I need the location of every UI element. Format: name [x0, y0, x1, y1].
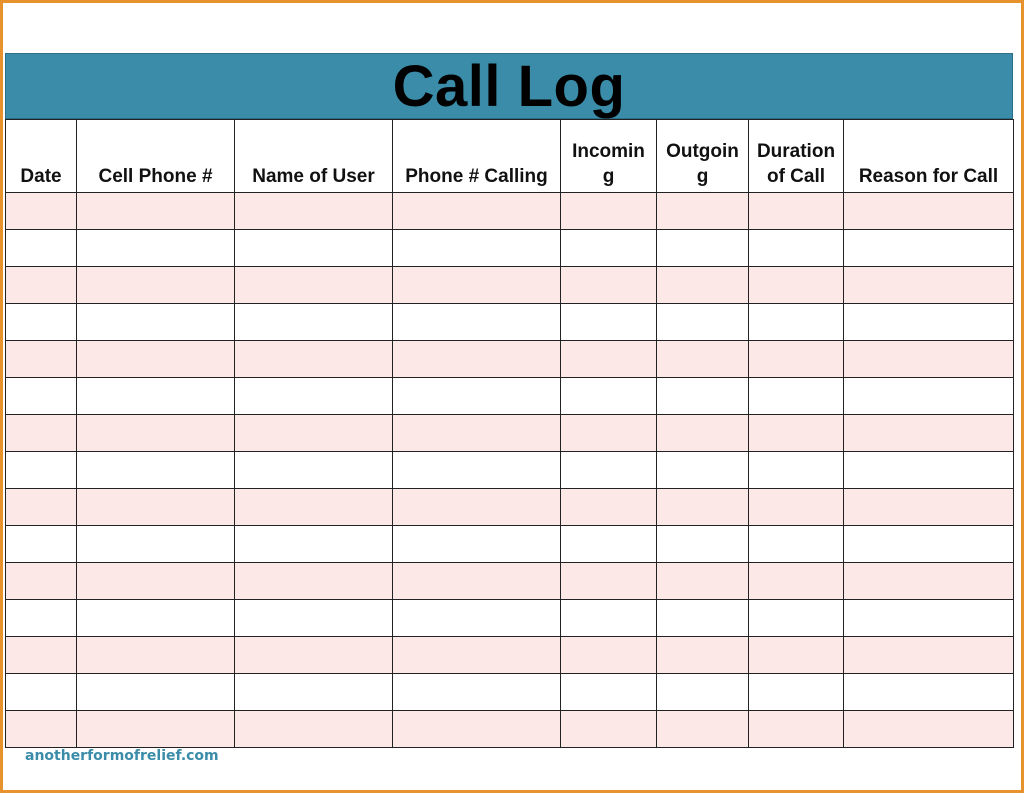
- table-cell[interactable]: [561, 526, 657, 563]
- table-cell[interactable]: [657, 489, 749, 526]
- table-row: [6, 600, 1014, 637]
- table-row: [6, 415, 1014, 452]
- table-cell[interactable]: [77, 193, 235, 230]
- table-cell[interactable]: [6, 415, 77, 452]
- table-cell[interactable]: [657, 637, 749, 674]
- table-cell[interactable]: [561, 600, 657, 637]
- table-cell[interactable]: [657, 526, 749, 563]
- table-cell[interactable]: [749, 563, 844, 600]
- table-cell[interactable]: [657, 600, 749, 637]
- table-row: [6, 304, 1014, 341]
- table-cell[interactable]: [844, 711, 1014, 748]
- column-header-reason: Reason for Call: [844, 120, 1014, 193]
- table-cell[interactable]: [393, 415, 561, 452]
- table-cell[interactable]: [844, 563, 1014, 600]
- table-cell[interactable]: [235, 526, 393, 563]
- table-cell[interactable]: [561, 378, 657, 415]
- table-cell[interactable]: [235, 452, 393, 489]
- table-row: [6, 267, 1014, 304]
- table-row: [6, 526, 1014, 563]
- table-cell[interactable]: [393, 341, 561, 378]
- table-cell[interactable]: [393, 267, 561, 304]
- table-cell[interactable]: [561, 230, 657, 267]
- table-cell[interactable]: [844, 600, 1014, 637]
- table-cell[interactable]: [393, 637, 561, 674]
- table-cell[interactable]: [393, 452, 561, 489]
- table-cell[interactable]: [561, 674, 657, 711]
- table-cell[interactable]: [235, 489, 393, 526]
- table-cell[interactable]: [235, 267, 393, 304]
- table-cell[interactable]: [6, 489, 77, 526]
- table-cell[interactable]: [561, 193, 657, 230]
- table-cell[interactable]: [6, 526, 77, 563]
- table-row: [6, 341, 1014, 378]
- table-cell[interactable]: [749, 600, 844, 637]
- table-cell[interactable]: [657, 674, 749, 711]
- table-cell[interactable]: [77, 600, 235, 637]
- table-cell[interactable]: [844, 230, 1014, 267]
- table-cell[interactable]: [6, 637, 77, 674]
- table-cell[interactable]: [749, 230, 844, 267]
- table-cell[interactable]: [844, 341, 1014, 378]
- table-cell[interactable]: [657, 452, 749, 489]
- column-header-date: Date: [6, 120, 77, 193]
- table-cell[interactable]: [77, 489, 235, 526]
- table-cell[interactable]: [6, 193, 77, 230]
- table-cell[interactable]: [844, 304, 1014, 341]
- table-cell[interactable]: [844, 452, 1014, 489]
- table-cell[interactable]: [6, 378, 77, 415]
- table-cell[interactable]: [561, 637, 657, 674]
- table-cell[interactable]: [844, 415, 1014, 452]
- table-cell[interactable]: [561, 415, 657, 452]
- table-cell[interactable]: [77, 563, 235, 600]
- table-cell[interactable]: [6, 563, 77, 600]
- call-log-table: [5, 119, 1014, 748]
- table-cell[interactable]: [393, 563, 561, 600]
- table-cell[interactable]: [6, 341, 77, 378]
- table-row: [6, 193, 1014, 230]
- table-cell[interactable]: [77, 230, 235, 267]
- column-header-phone-calling: Phone # Calling: [393, 120, 561, 193]
- table-cell[interactable]: [235, 563, 393, 600]
- table-cell[interactable]: [749, 674, 844, 711]
- table-cell[interactable]: [393, 230, 561, 267]
- table-cell[interactable]: [749, 378, 844, 415]
- table-cell[interactable]: [235, 304, 393, 341]
- table-cell[interactable]: [749, 193, 844, 230]
- table-cell[interactable]: [657, 267, 749, 304]
- table-cell[interactable]: [77, 637, 235, 674]
- column-header-outgoing: Outgoin g: [657, 120, 749, 193]
- table-cell[interactable]: [77, 341, 235, 378]
- table-cell[interactable]: [6, 304, 77, 341]
- table-cell[interactable]: [6, 267, 77, 304]
- table-cell[interactable]: [749, 341, 844, 378]
- table-row: [6, 674, 1014, 711]
- column-header-incoming: Incomin g: [561, 120, 657, 193]
- column-header-duration: Duration of Call: [749, 120, 844, 193]
- table-cell[interactable]: [393, 600, 561, 637]
- table-cell[interactable]: [561, 304, 657, 341]
- table-row: [6, 711, 1014, 748]
- table-cell[interactable]: [749, 415, 844, 452]
- table-cell[interactable]: [657, 563, 749, 600]
- table-cell[interactable]: [561, 711, 657, 748]
- table-cell[interactable]: [749, 489, 844, 526]
- table-cell[interactable]: [235, 193, 393, 230]
- table-cell[interactable]: [657, 711, 749, 748]
- table-cell[interactable]: [844, 674, 1014, 711]
- table-cell[interactable]: [77, 304, 235, 341]
- table-cell[interactable]: [393, 193, 561, 230]
- table-cell[interactable]: [77, 526, 235, 563]
- table-cell[interactable]: [749, 267, 844, 304]
- table-cell[interactable]: [77, 267, 235, 304]
- table-cell[interactable]: [844, 526, 1014, 563]
- table-cell[interactable]: [6, 452, 77, 489]
- table-cell[interactable]: [77, 674, 235, 711]
- table-cell[interactable]: [393, 489, 561, 526]
- table-cell[interactable]: [6, 230, 77, 267]
- table-cell[interactable]: [235, 341, 393, 378]
- table-cell[interactable]: [235, 637, 393, 674]
- table-cell[interactable]: [77, 452, 235, 489]
- table-row: [6, 637, 1014, 674]
- table-cell[interactable]: [844, 267, 1014, 304]
- table-cell[interactable]: [235, 415, 393, 452]
- table-cell[interactable]: [6, 600, 77, 637]
- table-cell[interactable]: [844, 637, 1014, 674]
- table-cell[interactable]: [844, 193, 1014, 230]
- table-cell[interactable]: [393, 711, 561, 748]
- table-cell[interactable]: [657, 341, 749, 378]
- table-cell[interactable]: [561, 452, 657, 489]
- table-row: [6, 230, 1014, 267]
- table-cell[interactable]: [749, 711, 844, 748]
- table-cell[interactable]: [6, 711, 77, 748]
- page-title: Call Log: [392, 53, 626, 119]
- table-cell[interactable]: [749, 526, 844, 563]
- table-row: [6, 378, 1014, 415]
- table-row: [6, 489, 1014, 526]
- table-cell[interactable]: [235, 711, 393, 748]
- table-cell[interactable]: [749, 637, 844, 674]
- table-cell[interactable]: [235, 378, 393, 415]
- table-cell[interactable]: [77, 415, 235, 452]
- table-cell[interactable]: [657, 230, 749, 267]
- call-log-body: [6, 193, 1014, 748]
- table-cell[interactable]: [235, 230, 393, 267]
- table-cell[interactable]: [561, 341, 657, 378]
- table-cell[interactable]: [393, 378, 561, 415]
- table-cell[interactable]: [561, 563, 657, 600]
- table-cell[interactable]: [77, 378, 235, 415]
- table-cell[interactable]: [393, 304, 561, 341]
- table-cell[interactable]: [657, 304, 749, 341]
- table-cell[interactable]: [657, 193, 749, 230]
- title-bar: [5, 53, 1013, 119]
- table-cell[interactable]: [844, 378, 1014, 415]
- footer-watermark: anotherformofrelief.com: [25, 748, 219, 764]
- header-row: [6, 120, 1014, 193]
- table-cell[interactable]: [561, 489, 657, 526]
- table-cell[interactable]: [844, 489, 1014, 526]
- table-row: [6, 452, 1014, 489]
- table-cell[interactable]: [235, 600, 393, 637]
- table-cell[interactable]: [235, 674, 393, 711]
- table-cell[interactable]: [657, 378, 749, 415]
- table-cell[interactable]: [6, 674, 77, 711]
- table-cell[interactable]: [77, 711, 235, 748]
- table-cell[interactable]: [749, 304, 844, 341]
- table-cell[interactable]: [393, 674, 561, 711]
- table-cell[interactable]: [657, 415, 749, 452]
- table-cell[interactable]: [749, 452, 844, 489]
- column-header-cell-phone: Cell Phone #: [77, 120, 235, 193]
- table-cell[interactable]: [561, 267, 657, 304]
- table-cell[interactable]: [393, 526, 561, 563]
- table-row: [6, 563, 1014, 600]
- column-header-name-of-user: Name of User: [235, 120, 393, 193]
